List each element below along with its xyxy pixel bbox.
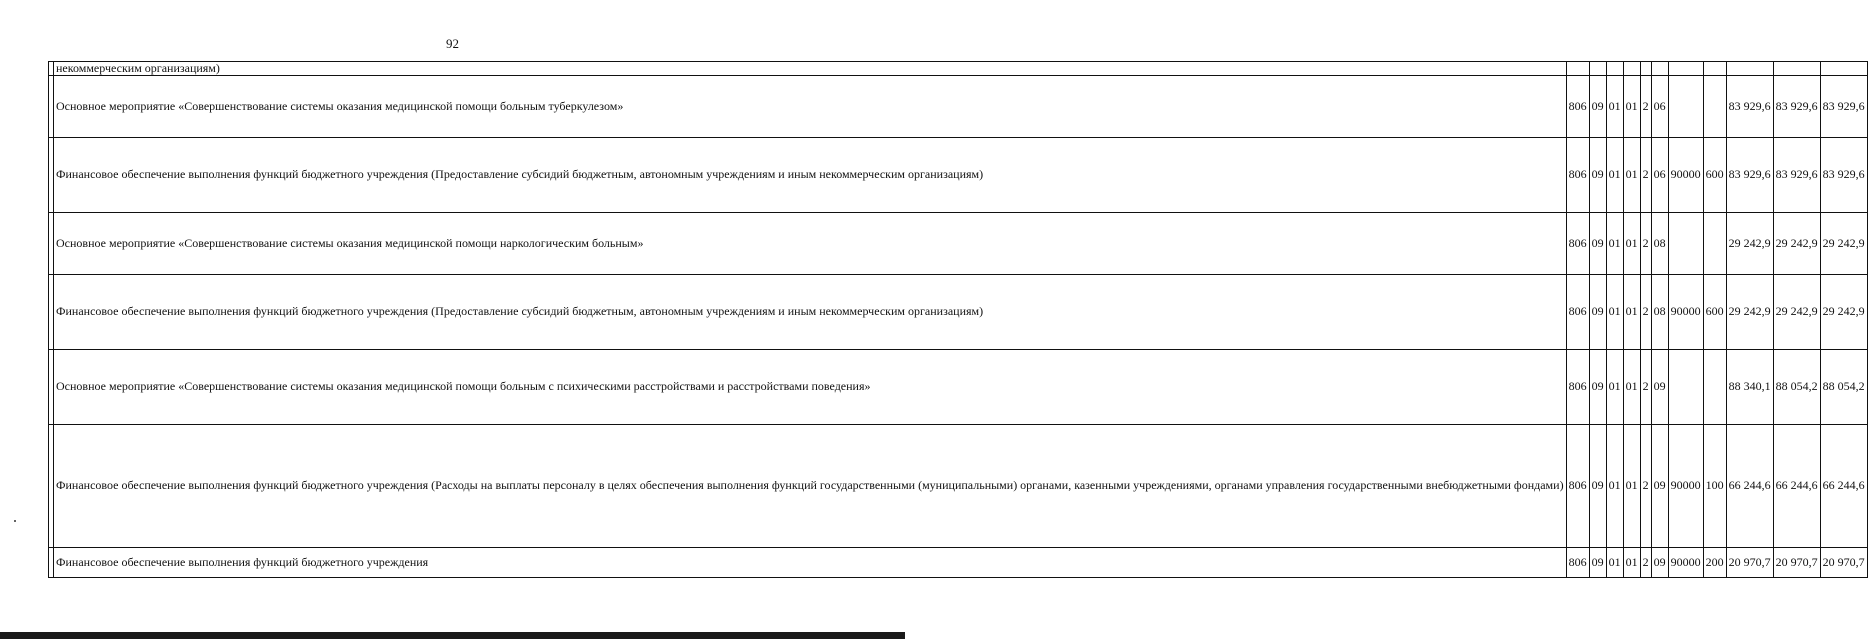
amount-year3-cell: 83 929,6 — [1820, 75, 1867, 137]
activity-code-cell: 08 — [1651, 274, 1668, 349]
section-code-cell: 09 — [1589, 547, 1606, 577]
scan-speck — [14, 520, 16, 522]
amount-year3-cell: 29 242,9 — [1820, 274, 1867, 349]
target-article-cell — [1668, 62, 1703, 76]
subsection-code-cell: 01 — [1606, 349, 1623, 424]
table-row — [49, 62, 1868, 76]
amount-year2-cell: 29 242,9 — [1773, 212, 1820, 274]
expense-type-cell — [1703, 212, 1726, 274]
subprogram-code-cell: 2 — [1640, 137, 1651, 212]
section-code-cell: 09 — [1589, 349, 1606, 424]
section-code-cell: 09 — [1589, 274, 1606, 349]
program-code-cell: 01 — [1623, 137, 1640, 212]
section-code-cell: 09 — [1589, 424, 1606, 547]
program-code-cell: 01 — [1623, 424, 1640, 547]
amount-year3-cell — [1820, 62, 1867, 76]
activity-code-cell: 06 — [1651, 137, 1668, 212]
amount-year2-cell: 83 929,6 — [1773, 137, 1820, 212]
grbs-code-cell: 806 — [1566, 75, 1589, 137]
program-code-cell: 01 — [1623, 212, 1640, 274]
target-article-cell: 90000 — [1668, 547, 1703, 577]
subprogram-code-cell: 2 — [1640, 349, 1651, 424]
section-code-cell: 09 — [1589, 137, 1606, 212]
table-row — [49, 424, 1868, 547]
subprogram-code-cell: 2 — [1640, 212, 1651, 274]
subprogram-code-cell: 2 — [1640, 424, 1651, 547]
amount-year3-cell: 29 242,9 — [1820, 212, 1867, 274]
budget-table-body — [49, 62, 1868, 578]
subprogram-code-cell — [1640, 62, 1651, 76]
activity-code-cell: 08 — [1651, 212, 1668, 274]
expense-type-cell — [1703, 75, 1726, 137]
table-row — [49, 137, 1868, 212]
target-article-cell: 90000 — [1668, 274, 1703, 349]
subprogram-code-cell: 2 — [1640, 75, 1651, 137]
expense-type-cell: 200 — [1703, 547, 1726, 577]
expense-type-cell: 600 — [1703, 274, 1726, 349]
program-code-cell: 01 — [1623, 274, 1640, 349]
program-code-cell: 01 — [1623, 547, 1640, 577]
grbs-code-cell: 806 — [1566, 137, 1589, 212]
subsection-code-cell — [1606, 62, 1623, 76]
row-name-cell: Финансовое обеспечение выполнения функций бюджетного учреждения (Расходы на выплаты персоналу в целях обеспечения выполнения функций государственными (муниципальными) органами, казенными учреждениями, органами управления государственными внебюджетными фондами) — [54, 424, 1567, 547]
amount-year2-cell: 20 970,7 — [1773, 547, 1820, 577]
expense-type-cell: 100 — [1703, 424, 1726, 547]
row-name-cell: Финансовое обеспечение выполнения функций бюджетного учреждения — [54, 547, 1567, 577]
expense-type-cell: 600 — [1703, 137, 1726, 212]
budget-table — [48, 61, 1868, 578]
section-code-cell: 09 — [1589, 212, 1606, 274]
grbs-code-cell: 806 — [1566, 212, 1589, 274]
amount-year1-cell: 66 244,6 — [1726, 424, 1773, 547]
section-code-cell: 09 — [1589, 75, 1606, 137]
table-row — [49, 274, 1868, 349]
amount-year1-cell: 29 242,9 — [1726, 212, 1773, 274]
page-number: 92 — [446, 36, 459, 51]
row-name-cell: Основное мероприятие «Совершенствование системы оказания медицинской помощи наркологическим больным» — [54, 212, 1567, 274]
amount-year3-cell: 20 970,7 — [1820, 547, 1867, 577]
subsection-code-cell: 01 — [1606, 547, 1623, 577]
amount-year1-cell: 83 929,6 — [1726, 75, 1773, 137]
amount-year2-cell — [1773, 62, 1820, 76]
activity-code-cell: 09 — [1651, 349, 1668, 424]
amount-year2-cell: 83 929,6 — [1773, 75, 1820, 137]
amount-year1-cell: 20 970,7 — [1726, 547, 1773, 577]
activity-code-cell: 09 — [1651, 547, 1668, 577]
amount-year1-cell: 88 340,1 — [1726, 349, 1773, 424]
subsection-code-cell: 01 — [1606, 274, 1623, 349]
row-name-cell: Финансовое обеспечение выполнения функций бюджетного учреждения (Предоставление субсидий бюджетным, автономным учреждениям и иным некоммерческим организациям) — [54, 274, 1567, 349]
program-code-cell: 01 — [1623, 75, 1640, 137]
activity-code-cell: 09 — [1651, 424, 1668, 547]
program-code-cell — [1623, 62, 1640, 76]
table-row — [49, 547, 1868, 577]
grbs-code-cell: 806 — [1566, 424, 1589, 547]
subsection-code-cell: 01 — [1606, 75, 1623, 137]
row-name-cell: некоммерческим организациям) — [54, 62, 1567, 76]
activity-code-cell: 06 — [1651, 75, 1668, 137]
activity-code-cell — [1651, 62, 1668, 76]
expense-type-cell — [1703, 62, 1726, 76]
amount-year1-cell: 29 242,9 — [1726, 274, 1773, 349]
grbs-code-cell: 806 — [1566, 547, 1589, 577]
grbs-code-cell — [1566, 62, 1589, 76]
amount-year3-cell: 88 054,2 — [1820, 349, 1867, 424]
scan-edge — [0, 632, 905, 639]
amount-year2-cell: 88 054,2 — [1773, 349, 1820, 424]
target-article-cell — [1668, 75, 1703, 137]
subsection-code-cell: 01 — [1606, 137, 1623, 212]
subsection-code-cell: 01 — [1606, 424, 1623, 547]
grbs-code-cell: 806 — [1566, 349, 1589, 424]
target-article-cell — [1668, 349, 1703, 424]
program-code-cell: 01 — [1623, 349, 1640, 424]
table-row — [49, 212, 1868, 274]
amount-year1-cell — [1726, 62, 1773, 76]
subprogram-code-cell: 2 — [1640, 274, 1651, 349]
subprogram-code-cell: 2 — [1640, 547, 1651, 577]
amount-year1-cell: 83 929,6 — [1726, 137, 1773, 212]
subsection-code-cell: 01 — [1606, 212, 1623, 274]
table-row — [49, 75, 1868, 137]
amount-year2-cell: 66 244,6 — [1773, 424, 1820, 547]
amount-year3-cell: 66 244,6 — [1820, 424, 1867, 547]
expense-type-cell — [1703, 349, 1726, 424]
row-name-cell: Основное мероприятие «Совершенствование системы оказания медицинской помощи больным туберкулезом» — [54, 75, 1567, 137]
target-article-cell — [1668, 212, 1703, 274]
section-code-cell — [1589, 62, 1606, 76]
amount-year2-cell: 29 242,9 — [1773, 274, 1820, 349]
table-row — [49, 349, 1868, 424]
grbs-code-cell: 806 — [1566, 274, 1589, 349]
row-name-cell: Основное мероприятие «Совершенствование системы оказания медицинской помощи больным с психическими расстройствами и расстройствами поведения» — [54, 349, 1567, 424]
amount-year3-cell: 83 929,6 — [1820, 137, 1867, 212]
target-article-cell: 90000 — [1668, 137, 1703, 212]
target-article-cell: 90000 — [1668, 424, 1703, 547]
row-name-cell: Финансовое обеспечение выполнения функций бюджетного учреждения (Предоставление субсидий бюджетным, автономным учреждениям и иным некоммерческим организациям) — [54, 137, 1567, 212]
